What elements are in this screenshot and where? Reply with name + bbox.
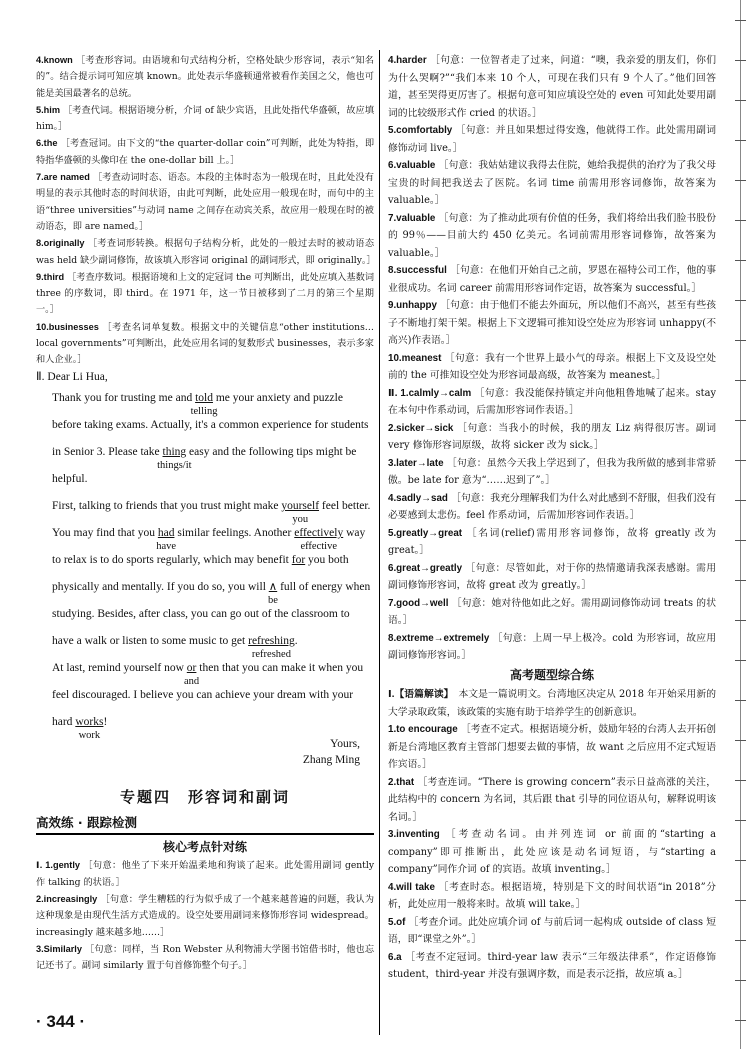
answer-item <box>36 857 374 891</box>
item-number: 7. <box>388 597 397 609</box>
corrected-word: and <box>184 675 200 687</box>
letter-text: feel better. You may find that you <box>52 499 371 539</box>
binding-tick <box>735 20 746 21</box>
gaokao-intro <box>388 686 716 721</box>
corrected-word: have <box>156 540 177 552</box>
section-title: 专题四 形容词和副词 <box>119 787 290 806</box>
answer-item <box>388 826 716 879</box>
item-explanation: ［句意：由于他们不能去外面玩，所以他们不高兴，甚至有些孩子不断地打架干架。根据上下文逻辑可推知设空处应为形容词 unhappy(不高兴)作表语。］ <box>388 300 716 346</box>
item-answer: good→well <box>396 597 449 609</box>
answer-item <box>388 210 716 263</box>
intro-text: 本文是一篇说明文。台湾地区决定从 2018 年开始采用新的大学录取政策，该政策的实施有助于培养学生的创新意识。 <box>388 689 716 718</box>
item-explanation: ［句意：我姑姑建议我得去住院，她给我提供的治疗为了我父母宝贵的时间把我送去了医院。名词 time 前需用形容词修饰，故答案为 valuable。］ <box>388 160 716 206</box>
item-answer: harder <box>396 55 427 66</box>
answer-item <box>388 350 716 385</box>
item-answer: sicker→sick <box>396 422 454 434</box>
item-explanation: ［考查代词。根据语境分析，介词 of 缺少宾语，且此处指代华盛顿，故应填 him。］ <box>36 104 375 133</box>
item-answer: a <box>396 951 402 963</box>
letter-text: ! <box>103 715 108 728</box>
binding-tick <box>735 580 746 581</box>
item-answer: the <box>43 138 58 149</box>
letter-paragraph <box>36 385 374 493</box>
item-number: 9. <box>36 271 44 282</box>
column-divider <box>379 50 380 1035</box>
item-answer: inventing <box>396 829 440 840</box>
item-number: 8. <box>36 238 44 249</box>
item-answer: businesses <box>48 321 99 332</box>
item-number: 5. <box>388 527 397 539</box>
item-answer: valuable <box>396 212 436 224</box>
item-number: 3. <box>388 457 397 469</box>
item-answer: will take <box>396 881 435 893</box>
item-explanation: ［句意：在他们开始自己之前，罗恩在福特公司工作，他的事业很成功。名词 career 前需用形容词作定语，故答案为 successful。］ <box>388 265 716 294</box>
answer-item <box>388 157 716 210</box>
item-number: 7. <box>36 172 44 183</box>
item-answer: comfortably <box>396 125 453 136</box>
answer-item <box>36 52 374 102</box>
item-explanation: ［句意：虽然今天我上学迟到了，但我为我所做的感到非常骄傲。be late for 意为“……迟到了”。］ <box>388 457 716 486</box>
correction-mark <box>281 493 320 525</box>
item-explanation: ［考查序数词。根据语境和上文的定冠词 the 可判断出，此处应填入基数词 three 的序数词，即 third。在 1971 年，这一节日被移到了二月的第三个星期一。］ <box>36 271 375 316</box>
answer-item <box>36 941 374 975</box>
item-number: 4. <box>388 492 397 504</box>
item-answer: unhappy <box>396 300 437 311</box>
item-number: 6. <box>388 562 397 574</box>
item-answer: originally <box>43 238 85 249</box>
answer-item <box>36 102 374 136</box>
letter-text: First, talking to friends that you trust might make <box>52 499 282 512</box>
correction-mark <box>75 709 104 741</box>
letter-paragraph <box>36 493 374 660</box>
item-number: 4. <box>388 881 397 893</box>
answer-item <box>36 169 374 235</box>
original-word: effectively <box>294 526 344 539</box>
item-answer: increasingly <box>43 894 98 905</box>
item-answer: gently <box>52 860 81 871</box>
item-explanation: ［句意：当我小的时候，我的朋友 Liz 病得很厉害。副词 very 修饰形容词原级，故将 sicker 改为 sick。］ <box>388 422 716 451</box>
item-number: Ⅰ. 1. <box>36 860 53 871</box>
letter-text: way to relax is to do sports regularly, which may benefit <box>52 526 366 566</box>
binding-tick <box>735 740 746 741</box>
letter-text: full of energy when studying. Besides, after class, you can go out of the classroom to have a walk or listen to some music to get <box>52 580 371 647</box>
correction-mark <box>268 574 278 606</box>
page-number: · 344 · <box>36 1012 86 1031</box>
binding-tick <box>735 860 746 861</box>
item-answer: known <box>43 55 73 65</box>
item-explanation: ［句意：同样，当 Ron Webster 从利物浦大学图书馆借书时，他也忘记还书了。副词 similarly 置于句首修饰整个句子。］ <box>36 943 375 972</box>
item-explanation: ［考查时态。根据语境，特别是下文的时间状语“in 2018”分析，此处应用一般将来时。故填 will take。］ <box>388 881 716 910</box>
correction-mark <box>156 520 177 552</box>
corrected-word: effective <box>300 540 337 552</box>
intro-label: 【语篇解读】 <box>394 689 449 700</box>
item-answer: to encourage <box>396 724 458 735</box>
corrected-word: things/it <box>157 459 192 471</box>
item-number: 6. <box>388 951 397 963</box>
binding-tick <box>735 220 746 221</box>
correction-mark <box>294 520 344 552</box>
item-explanation: ［句意：为了推动此项有价值的任务，我们将给出我们脸书股份的 99％——目前大约 450 亿美元。名词前需用形容词修饰，故答案为 valuable。］ <box>388 212 716 259</box>
correction-mark <box>292 547 305 574</box>
item-explanation: ［考查介词。此处应填介词 of 与前后词一起构成 outside of class 短语，即“课堂之外”。］ <box>388 916 716 945</box>
item-number: 2. <box>36 894 44 905</box>
item-number: 1. <box>388 724 397 735</box>
item-explanation: ［考查不定冠词。third-year law 表示“三年级法律系”，作定语修饰 student，third-year 并没有强调序数，而是表示泛指，故应填 a。］ <box>388 951 716 980</box>
original-word: thing <box>162 445 187 458</box>
binding-tick <box>735 60 746 61</box>
item-answer: meanest <box>401 352 442 364</box>
letter-signature: Zhang Ming <box>302 754 360 767</box>
corrected-word: refreshed <box>251 648 291 660</box>
item-answer: greatly→great <box>396 527 463 539</box>
binding-tick <box>735 940 746 941</box>
correction-answer-list <box>388 385 716 665</box>
core-answer-list <box>36 857 374 974</box>
answer-item <box>388 774 716 827</box>
answer-item <box>36 891 374 941</box>
binding-line <box>740 0 741 1049</box>
item-number: Ⅰ. <box>388 689 395 700</box>
letter-text: me your anxiety and puzzle before taking exams. Actually, it's a common experience for students in Senior 3. Please take <box>52 391 369 458</box>
answer-item <box>388 52 716 122</box>
corrected-word: telling <box>190 405 218 417</box>
item-number: 7. <box>388 212 397 224</box>
original-word: ∧ <box>268 580 278 593</box>
core-heading: 核心考点针对练 <box>162 840 247 855</box>
item-explanation: ［考查不定式。根据语境分析，鼓励年轻的台湾人去开拓创新是台湾地区教育主管部门想要去做的事情，故 want 之后应用不定式短语作宾语。］ <box>388 724 716 770</box>
letter-text: you both physically and mentally. If you do so, you will <box>52 553 349 593</box>
binding-tick <box>735 460 746 461</box>
binding-tick <box>735 500 746 501</box>
answer-item <box>388 490 716 525</box>
item-explanation: ［考查动名词。由并列连词 or 前面的“starting a company”即可推断出，此处应该是动名词短语，与“starting a company”同作介词 of 的宾语。故填 inventing。］ <box>388 829 716 875</box>
item-number: 3. <box>36 943 44 954</box>
item-number: 6. <box>388 160 397 171</box>
item-answer: valuable <box>396 160 436 171</box>
binding-tick <box>735 380 746 381</box>
item-explanation: ［句意：我充分理解我们为什么对此感到不舒服，但我们没有必要感到太悲伤。feel 作系动词，后需加形容词作表语。］ <box>388 492 716 521</box>
answer-item <box>36 235 374 269</box>
binding-tick <box>735 1020 746 1021</box>
correction-mark <box>190 385 218 417</box>
item-answer: calmly→calm <box>408 387 472 399</box>
item-explanation: ［名词(relief)需用形容词修饰，故将 greatly 改为 great。］ <box>388 527 716 556</box>
item-number: 10. <box>36 321 49 332</box>
binding-tick <box>735 300 746 301</box>
item-number: 5. <box>388 916 397 928</box>
item-explanation: ［句意：我没能保持镇定并向他粗鲁地喊了起来。stay 在本句中作系动词，后需加形容词作表语。］ <box>388 387 716 416</box>
letter-text: easy and the following tips might be helpful. <box>52 445 357 485</box>
binding-tick <box>735 100 746 101</box>
binding-tick <box>735 140 746 141</box>
corrected-word: you <box>292 513 309 525</box>
binding-tick <box>735 620 746 621</box>
letter-heading: Ⅱ. Dear Li Hua, <box>36 370 108 383</box>
binding-tick <box>735 420 746 421</box>
section-subhead: 高效练 · 跟踪检测 <box>36 815 374 835</box>
item-explanation: ［考查词形转换。根据句子结构分析，此处的一般过去时的被动语态 was held 缺少副词修饰，故该填入形容词 original 的副词形式，即 originally。］ <box>36 238 376 266</box>
answer-item <box>388 122 716 157</box>
letter-closing: Yours, <box>330 737 360 750</box>
answer-item <box>388 385 716 420</box>
item-explanation: ［句意：我有一个世界上最小气的母亲。根据上下文及设空处前的 the 可推知设空处为形容词最高级，故答案为 meanest。］ <box>388 352 716 381</box>
binding-tick <box>735 660 746 661</box>
item-answer: Similarly <box>43 943 82 954</box>
answer-list-right <box>388 52 716 385</box>
item-explanation: ［考查名词单复数。根据文中的关键信息“other institutions…local governments”可判断出，此处应用名词的复数形式 businesses，表示多家和人企业。］ <box>36 321 374 366</box>
item-explanation: ［考查形容词。由语境和句式结构分析，空格处缺少形容词，表示“知名的”。结合提示词可知应填 known。此处表示华盛顿通常被看作美国之父，他也可能是美国最著名的总统。 <box>36 55 374 99</box>
item-answer: of <box>396 916 406 928</box>
correction-mark <box>248 628 295 660</box>
original-word: for <box>291 553 306 566</box>
correction-letter <box>36 369 374 769</box>
answer-item <box>388 525 716 560</box>
original-word: yourself <box>281 499 320 512</box>
item-explanation: ［句意：并且如果想过得安逸，他就得工作。此处需用副词修饰动词 live。］ <box>388 125 716 154</box>
answer-item <box>388 595 716 630</box>
item-answer: extreme→extremely <box>396 632 490 644</box>
answer-item <box>388 560 716 595</box>
item-number: Ⅱ. 1. <box>388 387 409 399</box>
binding-tick <box>735 980 746 981</box>
original-word: had <box>157 526 175 539</box>
binding-tick <box>735 180 746 181</box>
letter-text: Thank you for trusting me and <box>52 391 196 404</box>
item-explanation: ［考查冠词。由下文的“the quarter-dollar coin”可判断，此处为特指，即特指华盛顿的头像印在 the one-dollar bill 上。］ <box>36 138 375 166</box>
correction-mark <box>184 655 200 687</box>
item-number: 6. <box>36 138 44 149</box>
item-answer: later→late <box>396 457 444 469</box>
item-number: 2. <box>388 776 397 788</box>
binding-tick <box>735 340 746 341</box>
item-number: 8. <box>388 632 397 644</box>
answer-item <box>388 297 716 350</box>
gaokao-answer-list <box>388 721 716 984</box>
original-word: works <box>75 715 104 728</box>
letter-text: At last, remind yourself now <box>52 661 187 674</box>
item-explanation: ［考查动词时态、语态。本段的主体时态为一般现在时，且此处没有明显的表示其他时态的时间状语，由此可判断，此处应用一般现在时，而句中的主语“three universities”与动词 name 之间存在动宾关系，故应用一般现在时的被动语态，即 are named。］ <box>36 172 374 232</box>
answer-item <box>36 269 374 319</box>
correction-mark <box>157 439 192 471</box>
item-explanation: ［句意：学生糟糕的行为似乎成了一个越来越普遍的问题，我认为这种现象是由现代生活方式造成的。设空处要用副词来修饰形容词 widespread。increasingly 越来越多地……］ <box>36 894 375 938</box>
letter-text: then that you can make it when you feel discouraged. I believe you can achieve your dream with your hard <box>52 661 364 728</box>
answer-item <box>36 319 374 369</box>
answer-item <box>388 721 716 774</box>
item-answer: that <box>396 776 415 788</box>
item-answer: great→greatly <box>396 562 463 574</box>
answer-item <box>388 630 716 665</box>
original-word: refreshing <box>248 634 295 647</box>
item-number: 5. <box>388 125 397 136</box>
binding-tick <box>735 700 746 701</box>
item-explanation: ［句意：她对待他如此之好。需用副词修饰动词 treats 的状语。］ <box>388 597 716 626</box>
binding-tick <box>735 900 746 901</box>
left-column <box>36 52 374 975</box>
answer-item <box>388 879 716 914</box>
answer-item <box>388 455 716 490</box>
item-number: 10. <box>388 352 402 364</box>
letter-body <box>36 385 374 741</box>
corrected-word: work <box>78 729 101 741</box>
answer-list-left <box>36 52 374 369</box>
item-number: 8. <box>388 265 397 276</box>
item-number: 2. <box>388 422 397 434</box>
item-answer: are named <box>43 172 90 183</box>
item-explanation: ［句意：他坐了下来开始温柔地和狗谈了起来。此处需用副词 gently 作 talking 的状语。］ <box>36 860 375 888</box>
item-explanation: ［句意：尽管如此，对于你的热情邀请我深表感谢。需用副词修饰形容词，故将 great 改为 greatly。］ <box>388 562 716 591</box>
letter-text: similar feelings. Another <box>174 526 295 539</box>
item-explanation: ［句意：一位智者走了过来，问道：“噢，我亲爱的朋友们，你们为什么哭啊?”“我们本来 10 个人，可现在我们只有 9 个人了。”他们回答道，甚至哭得更厉害了。根据句意可知应填设空处的 even 可知此处要用副词的比较级形式作 cried 的状语。］ <box>388 55 716 119</box>
item-number: 3. <box>388 829 397 840</box>
answer-item <box>388 262 716 297</box>
item-number: 4. <box>388 55 397 66</box>
answer-item <box>36 135 374 169</box>
item-explanation: ［句意：上周一早上极冷。cold 为形容词，故应用副词修饰形容词。］ <box>388 632 716 661</box>
gaokao-heading: 高考题型综合练 <box>509 667 594 682</box>
letter-paragraph <box>36 655 374 741</box>
binding-tick <box>735 820 746 821</box>
item-answer: third <box>43 271 65 282</box>
corrected-word: be <box>268 594 278 606</box>
binding-margin <box>730 0 750 1049</box>
binding-tick <box>735 540 746 541</box>
item-number: 9. <box>388 300 397 311</box>
item-number: 5. <box>36 104 44 115</box>
right-column <box>388 52 716 984</box>
item-number: 4. <box>36 55 44 65</box>
original-word: told <box>195 391 213 404</box>
item-answer: him <box>43 104 61 115</box>
item-answer: successful <box>396 265 447 276</box>
binding-tick <box>735 260 746 261</box>
answer-item <box>388 949 716 984</box>
letter-text: . <box>294 634 298 647</box>
answer-item <box>388 914 716 949</box>
item-explanation: ［考查连词。“There is growing concern”表示日益高涨的关注，此结构中的 concern 为名词，其后跟 that 引导的同位语从句，解释说明该名词。］ <box>388 776 716 823</box>
original-word: or <box>186 661 197 674</box>
item-answer: sadly→sad <box>396 492 448 504</box>
binding-tick <box>735 780 746 781</box>
answer-item <box>388 420 716 455</box>
